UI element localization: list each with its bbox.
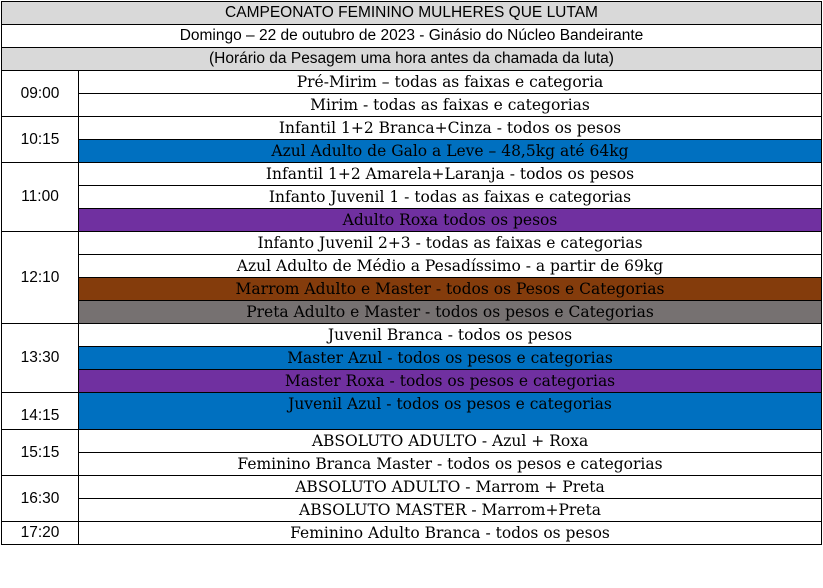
time-slot: 09:00 (2, 71, 79, 117)
category-cell: Juvenil Azul - todos os pesos e categorias (79, 393, 822, 430)
schedule-row (2, 370, 822, 393)
category-cell: Feminino Branca Master - todos os pesos e categorias (79, 453, 822, 476)
category-cell: Mirim - todas as faixas e categorias (79, 94, 822, 117)
time-slot: 14:15 (2, 393, 79, 430)
time-slot: 16:30 (2, 476, 79, 522)
schedule-row (2, 71, 822, 94)
category-cell: Infanto Juvenil 2+3 - todas as faixas e categorias (79, 232, 822, 255)
category-cell: Pré-Mirim – todas as faixas e categoria (79, 71, 822, 94)
schedule-row (2, 209, 822, 232)
schedule-row (2, 453, 822, 476)
schedule-row (2, 186, 822, 209)
note-row (2, 48, 822, 71)
schedule-row (2, 324, 822, 347)
category-cell: Marrom Adulto e Master - todos os Pesos e Categorias (79, 278, 822, 301)
time-slot: 15:15 (2, 430, 79, 476)
schedule-row (2, 301, 822, 324)
time-slot: 13:30 (2, 324, 79, 393)
category-cell: Adulto Roxa todos os pesos (79, 209, 822, 232)
category-cell: Juvenil Branca - todos os pesos (79, 324, 822, 347)
schedule-row (2, 94, 822, 117)
category-cell: Master Roxa - todos os pesos e categorias (79, 370, 822, 393)
schedule-row (2, 347, 822, 370)
category-cell: ABSOLUTO MASTER - Marrom+Preta (79, 499, 822, 522)
schedule-row (2, 278, 822, 301)
category-cell: Azul Adulto de Galo a Leve – 48,5kg até 64kg (79, 140, 822, 163)
schedule-row (2, 232, 822, 255)
schedule-row (2, 522, 822, 545)
category-cell: Feminino Adulto Branca - todos os pesos (79, 522, 822, 545)
time-slot: 11:00 (2, 163, 79, 232)
schedule-row (2, 117, 822, 140)
category-cell: Preta Adulto e Master - todos os pesos e Categorias (79, 301, 822, 324)
schedule-row (2, 430, 822, 453)
category-cell: Infantil 1+2 Amarela+Laranja - todos os pesos (79, 163, 822, 186)
schedule-row (2, 140, 822, 163)
schedule-row (2, 255, 822, 278)
category-cell: Azul Adulto de Médio a Pesadíssimo - a partir de 69kg (79, 255, 822, 278)
schedule-row (2, 476, 822, 499)
title-row (2, 2, 822, 25)
category-cell: Infanto Juvenil 1 - todas as faixas e categorias (79, 186, 822, 209)
date-row (2, 25, 822, 48)
weigh-in-note: (Horário da Pesagem uma hora antes da chamada da luta) (2, 48, 822, 71)
time-slot: 12:10 (2, 232, 79, 324)
event-title: CAMPEONATO FEMININO MULHERES QUE LUTAM (2, 2, 822, 25)
category-cell: ABSOLUTO ADULTO - Marrom + Preta (79, 476, 822, 499)
category-cell: Infantil 1+2 Branca+Cinza - todos os pesos (79, 117, 822, 140)
schedule-row (2, 393, 822, 430)
time-slot: 10:15 (2, 117, 79, 163)
event-date-venue: Domingo – 22 de outubro de 2023 - Ginásio do Núcleo Bandeirante (2, 25, 822, 48)
category-cell: ABSOLUTO ADULTO - Azul + Roxa (79, 430, 822, 453)
category-cell: Master Azul - todos os pesos e categorias (79, 347, 822, 370)
schedule-body (2, 2, 822, 545)
schedule-table (1, 1, 822, 545)
schedule-row (2, 499, 822, 522)
schedule-row (2, 163, 822, 186)
time-slot: 17:20 (2, 522, 79, 545)
